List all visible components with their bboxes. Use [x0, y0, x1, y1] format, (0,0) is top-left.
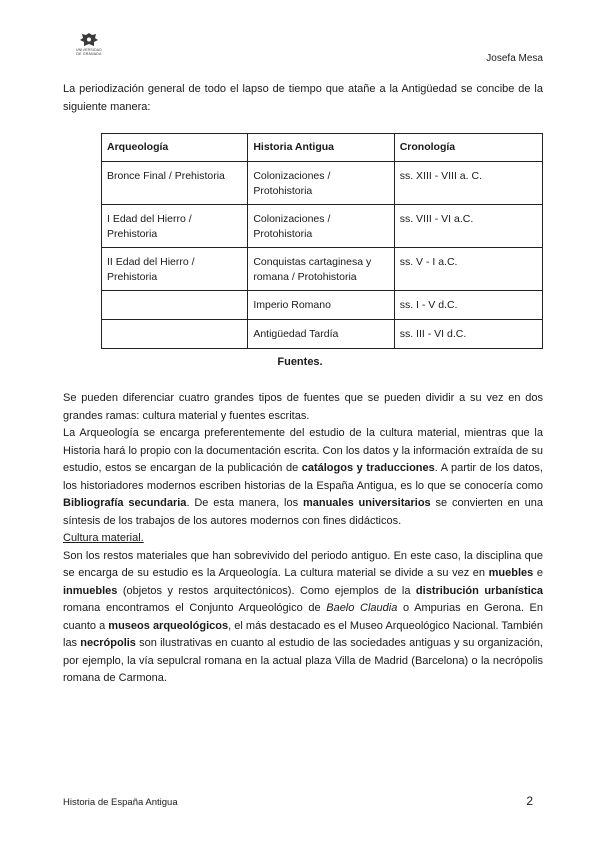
- emphasis-necropolis: necrópolis: [80, 637, 136, 649]
- emphasis-inmuebles: inmuebles: [63, 584, 118, 597]
- emphasis-bibliografia: Bibliografía secundaria: [63, 497, 187, 509]
- table-cell: ss. III - VI d.C.: [394, 320, 542, 349]
- table-row: [102, 248, 543, 291]
- emphasis-museos: museos arqueológicos: [108, 619, 229, 632]
- table-cell: Imperio Romano: [248, 291, 394, 320]
- subheading-cultura-material: Cultura material.: [63, 532, 144, 544]
- paragraph-sources: Se pueden diferenciar cuatro grandes tipos de fuentes que se pueden dividir a su vez en dos grandes ramas: cultura material y fuentes escritas.: [63, 392, 543, 422]
- author-name: Josefa Mesa: [486, 53, 543, 64]
- table-cell: I Edad del Hierro / Prehistoria: [102, 205, 248, 248]
- periodization-table: [101, 133, 543, 349]
- table-cell: ss. V - I a.C.: [394, 248, 542, 291]
- table-cell: ss. I - V d.C.: [394, 291, 542, 320]
- logo-text-line-2: DE GRANADA: [76, 52, 102, 56]
- table-cell: ss. VIII - VI a.C.: [394, 205, 542, 248]
- table-cell: ss. XIII - VIII a. C.: [394, 162, 542, 205]
- table-cell: II Edad del Hierro / Prehistoria: [102, 248, 248, 291]
- emphasis-distribucion: distribución urbanística: [415, 584, 544, 597]
- university-logo: [72, 32, 106, 56]
- table-cell: [102, 291, 248, 320]
- table-row: [102, 291, 543, 320]
- emphasis-muebles: muebles: [488, 567, 534, 579]
- emphasis-manuales: manuales universitarios: [302, 497, 431, 509]
- table-row: [102, 205, 543, 248]
- column-header-arqueologia: Arqueología: [102, 134, 248, 162]
- column-header-cronologia: Cronología: [394, 134, 542, 162]
- paragraph-cultura-material: Son los restos materiales que han sobrevivido del periodo antiguo. En este caso, la disciplina que se encarga de su estudio es la Arqueología. La cultura material se divide a su vez en muebles e inmuebles (objetos y restos arquitectónicos). Como ejemplos de la distribución urbanística romana encontramos el Conjunto Arqueológico de Baelo Claudia o Ampurias en Gerona. En cuanto a museos arqueológicos, el más destacado es el Museo Arqueológico Nacional. También las necrópolis son ilustrativas en cuanto al estudio de las sociedades antiguas y su organización, por ejemplo, la vía sepulcral romana en la actual plaza Villa de Madrid (Barcelona) o la necrópolis romana de Carmona.: [63, 549, 544, 684]
- table-cell: Antigüedad Tardía: [248, 320, 394, 349]
- emphasis-catalogos: catálogos y traducciones: [301, 462, 435, 474]
- page-number: 2: [526, 794, 533, 808]
- table-row: [102, 162, 543, 205]
- section-title: Fuentes.: [277, 356, 323, 368]
- table-header-row: [102, 134, 543, 162]
- crest-icon: [79, 32, 99, 48]
- table-row: [102, 320, 543, 349]
- table-cell: Bronce Final / Prehistoria: [102, 162, 248, 205]
- italic-baelo-claudia: Baelo Claudia: [326, 602, 398, 614]
- table-cell: [102, 320, 248, 349]
- body-text: [63, 390, 543, 688]
- footer-course-title: Historia de España Antigua: [63, 797, 178, 808]
- intro-paragraph: La periodización general de todo el lapso de tiempo que atañe a la Antigüedad se concibe de la siguiente manera:: [63, 83, 543, 113]
- column-header-historia: Historia Antigua: [248, 134, 394, 162]
- paragraph-archaeology-history: La Arqueología se encarga preferentemente del estudio de la cultura material, mientras que la Historia hará lo propio con la documentación escrita. Con los datos y la información extraída de su estudio, estos se encargan de la publicación de catálogos y traducciones. A partir de los datos, los historiadores modernos escriben historias de la España Antigua, es lo que se conocería como Bibliografía secundaria. De esta manera, los manuales universitarios se convierten en una síntesis de los trabajos de los autores modernos con fines didácticos.: [63, 427, 543, 527]
- logo-text-line-1: UNIVERSIDAD: [75, 48, 103, 52]
- table-cell: Conquistas cartaginesa y romana / Protohistoria: [248, 248, 394, 291]
- table-cell: Colonizaciones / Protohistoria: [248, 162, 394, 205]
- table-cell: Colonizaciones / Protohistoria: [248, 205, 394, 248]
